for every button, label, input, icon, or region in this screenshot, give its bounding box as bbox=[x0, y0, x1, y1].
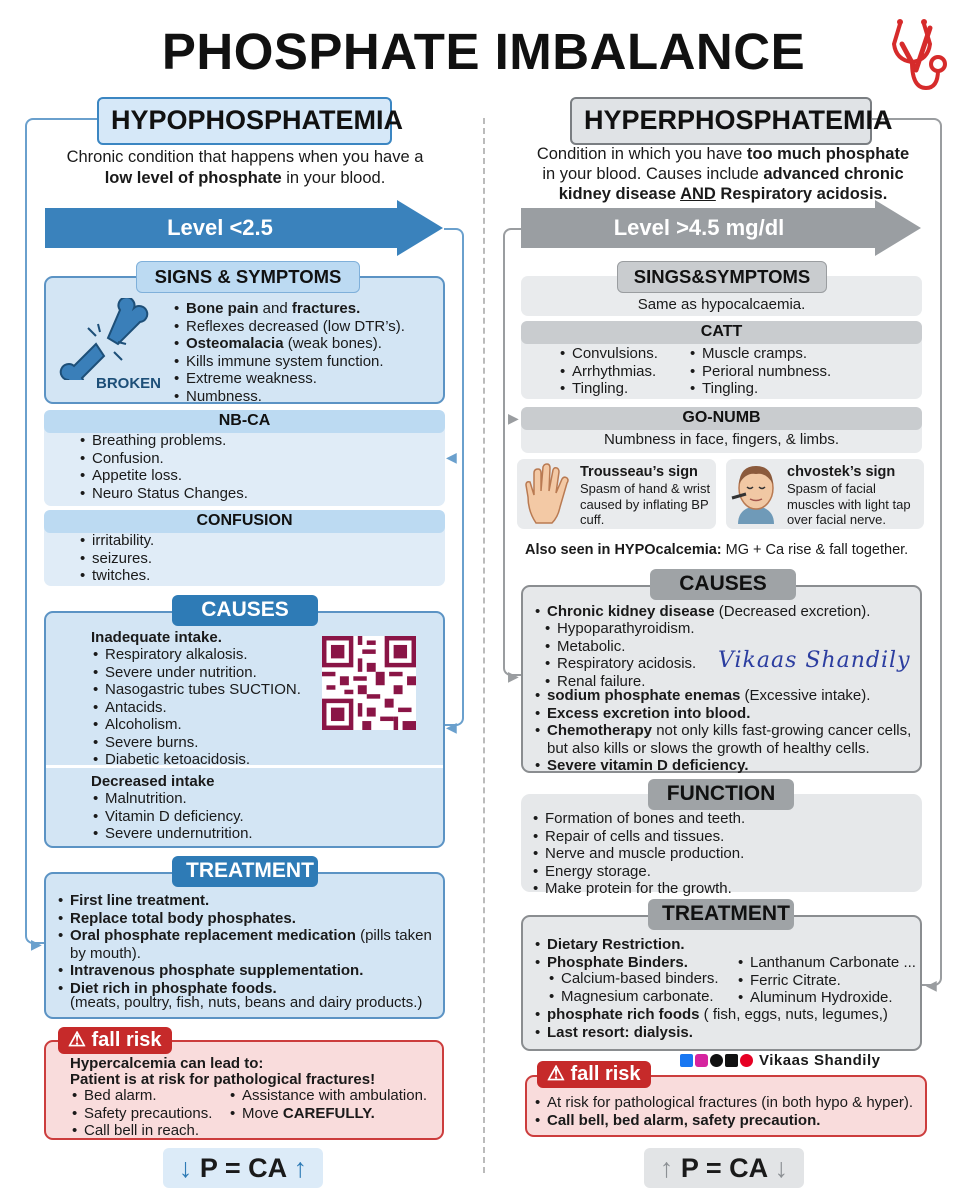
list-item: • Antacids. bbox=[91, 699, 301, 717]
nbca-title: NB-CA bbox=[44, 410, 445, 433]
list-item: • Call bell, bed alarm, safety precaution. bbox=[533, 1112, 913, 1130]
list-item: • Nerve and muscle production. bbox=[531, 845, 745, 863]
hand-icon bbox=[522, 463, 574, 525]
list-item: • phosphate rich foods ( fish, eggs, nuts, legumes,) bbox=[533, 1006, 888, 1024]
column-divider bbox=[483, 118, 485, 1173]
left-fall-2: Patient is at risk for pathological fractures! bbox=[70, 1071, 376, 1088]
list-item: • Excess excretion into blood. bbox=[533, 705, 921, 723]
list-item: • seizures. bbox=[78, 550, 154, 568]
list-item: • Respiratory alkalosis. bbox=[91, 646, 301, 664]
list-item: • sodium phosphate enemas (Excessive intake). bbox=[533, 687, 921, 705]
list-item: • Lanthanum Carbonate ... bbox=[736, 954, 916, 972]
list-item: • Confusion. bbox=[78, 450, 248, 468]
arrow-right-icon: ▶ bbox=[31, 936, 42, 952]
list-item: • Severe vitamin D deficiency. bbox=[533, 757, 921, 775]
stethoscope-logo-icon bbox=[886, 14, 950, 98]
right-treatment-title: TREATMENT bbox=[648, 899, 794, 930]
hyperphosphatemia-header: HYPERPHOSPHATEMIA bbox=[570, 97, 872, 145]
gonumb-text: Numbness in face, fingers, & limbs. bbox=[603, 431, 840, 448]
list-item: • Calcium-based binders. bbox=[547, 970, 719, 988]
broken-label: BROKEN bbox=[96, 375, 162, 392]
left-signs-title: SIGNS & SYMPTOMS bbox=[136, 261, 360, 293]
list-item: • Repair of cells and tissues. bbox=[531, 828, 745, 846]
trousseau-text: Spasm of hand & wrist caused by inflating BP cuff. bbox=[580, 481, 711, 528]
left-intro-text-end: in your blood. bbox=[281, 168, 386, 187]
function-list bbox=[531, 810, 745, 898]
level-label-left: Level <2.5 bbox=[167, 215, 273, 241]
list-item: • Diabetic ketoacidosis. bbox=[91, 751, 301, 769]
arrow-left-icon: ◀ bbox=[926, 977, 937, 993]
list-item: • Metabolic. bbox=[543, 638, 696, 656]
left-fall-col1 bbox=[70, 1087, 212, 1140]
list-item: • twitches. bbox=[78, 567, 154, 585]
level-label-right: Level >4.5 mg/dl bbox=[613, 215, 785, 241]
list-item: • Call bell in reach. bbox=[70, 1122, 212, 1140]
list-item: • Osteomalacia (weak bones). bbox=[172, 335, 442, 353]
left-intro-text: Chronic condition that happens when you have a bbox=[66, 148, 424, 166]
right-causes-list-2 bbox=[533, 687, 921, 775]
hypophosphatemia-header: HYPOPHOSPHATEMIA bbox=[97, 97, 392, 145]
pinterest-icon bbox=[740, 1054, 753, 1067]
list-item: • Kills immune system function. bbox=[172, 353, 442, 371]
list-item: • Intravenous phosphate supplementation. bbox=[56, 962, 438, 980]
list-item: • Oral phosphate replacement medication (pills taken by mouth). bbox=[56, 927, 438, 962]
trousseau-title: Trousseau’s sign bbox=[580, 464, 698, 480]
list-item: • Neuro Status Changes. bbox=[78, 485, 248, 503]
binders-col2 bbox=[736, 954, 916, 1007]
list-item: • Make protein for the growth. bbox=[531, 880, 745, 898]
left-fall-risk-tag: ⚠ fall risk bbox=[58, 1027, 172, 1054]
list-item: • Breathing problems. bbox=[78, 432, 248, 450]
left-fall-1: Hypercalcemia can lead to: bbox=[70, 1055, 264, 1072]
broken-bone-icon bbox=[58, 298, 158, 380]
x-icon bbox=[725, 1054, 738, 1067]
warning-icon: ⚠ bbox=[68, 1029, 86, 1051]
list-item: • Renal failure. bbox=[543, 673, 696, 691]
list-item: • Chemotherapy not only kills fast-growing cancer cells, but also kills or slows the growth of healthy cells. bbox=[533, 722, 921, 757]
list-item: • Nasogastric tubes SUCTION. bbox=[91, 681, 301, 699]
list-item: • Perioral numbness. bbox=[688, 363, 831, 381]
list-item: • Vitamin D deficiency. bbox=[91, 808, 253, 826]
arrow-left-icon: ◀ bbox=[446, 719, 457, 735]
list-item: • Diet rich in phosphate foods. bbox=[56, 980, 438, 998]
threads-icon bbox=[710, 1054, 723, 1067]
right-signs-title: SINGS&SYMPTOMS bbox=[617, 261, 827, 293]
list-item: • Tingling. bbox=[558, 380, 658, 398]
warning-icon: ⚠ bbox=[547, 1063, 565, 1085]
list-item: • Extreme weakness. bbox=[172, 370, 442, 388]
left-signs-list bbox=[172, 300, 442, 405]
right-signs-text: Same as hypocalcaemia. bbox=[637, 296, 806, 313]
list-item: • Alcoholism. bbox=[91, 716, 301, 734]
right-treatment-list-2 bbox=[533, 1006, 888, 1041]
list-item: • Magnesium carbonate. bbox=[547, 988, 719, 1006]
catt-title: CATT bbox=[521, 321, 922, 344]
confusion-list bbox=[78, 532, 154, 585]
instagram-icon bbox=[695, 1054, 708, 1067]
list-item: • Formation of bones and teeth. bbox=[531, 810, 745, 828]
page-title: PHOSPHATE IMBALANCE bbox=[161, 23, 806, 80]
binders-col1 bbox=[547, 970, 719, 1005]
causes-divider bbox=[46, 765, 443, 768]
list-item: • Move CAREFULLY. bbox=[228, 1105, 427, 1123]
list-item: • Muscle cramps. bbox=[688, 345, 831, 363]
list-item: • Arrhythmias. bbox=[558, 363, 658, 381]
arrow-left-icon: ◀ bbox=[446, 449, 457, 465]
catt-col2 bbox=[688, 345, 831, 398]
face-icon bbox=[730, 462, 782, 526]
list-item: • Appetite loss. bbox=[78, 467, 248, 485]
left-intro-bold: low level of phosphate bbox=[104, 168, 282, 187]
list-item: • Replace total body phosphates. bbox=[56, 910, 438, 928]
list-item: • Numbness. bbox=[172, 388, 442, 406]
list-item: • Malnutrition. bbox=[91, 790, 253, 808]
list-item: • Assistance with ambulation. bbox=[228, 1087, 427, 1105]
left-fall-col2 bbox=[228, 1087, 427, 1122]
arrow-right-icon: ▶ bbox=[508, 410, 519, 426]
list-item: • Severe burns. bbox=[91, 734, 301, 752]
list-item: • First line treatment. bbox=[56, 892, 438, 910]
function-title: FUNCTION bbox=[648, 779, 794, 810]
chvostek-title: chvostek’s sign bbox=[787, 464, 896, 480]
qr-code bbox=[322, 636, 416, 730]
left-treatment-list bbox=[56, 892, 438, 997]
list-item: • Chronic kidney disease (Decreased excretion). bbox=[533, 603, 921, 621]
right-equation: ↑ P = CA ↓ bbox=[644, 1148, 804, 1188]
left-inner-connector bbox=[444, 228, 464, 726]
nbca-list bbox=[78, 432, 248, 502]
inadequate-title: Inadequate intake. bbox=[91, 629, 222, 646]
gonumb-title: GO-NUMB bbox=[521, 407, 922, 430]
list-item: • Aluminum Hydroxide. bbox=[736, 989, 916, 1007]
right-causes-list bbox=[533, 603, 921, 621]
list-item: • Energy storage. bbox=[531, 863, 745, 881]
decreased-list bbox=[91, 790, 253, 843]
social-handle: Vikaas Shandily bbox=[680, 1052, 880, 1070]
catt-col1 bbox=[558, 345, 658, 398]
right-inner-connector bbox=[503, 228, 521, 676]
list-item: • Ferric Citrate. bbox=[736, 972, 916, 990]
list-item: • Bone pain and fractures. bbox=[172, 300, 442, 318]
inadequate-list bbox=[91, 646, 301, 769]
right-fall-risk-tag: ⚠ fall risk bbox=[537, 1061, 651, 1088]
list-item: • Respiratory acidosis. bbox=[543, 655, 696, 673]
also-seen: Also seen in HYPOcalcemia: MG + Ca rise & fall together. bbox=[525, 542, 909, 558]
signature: Vikaas Shandily bbox=[718, 648, 911, 673]
list-item: • Convulsions. bbox=[558, 345, 658, 363]
left-treatment-note: (meats, poultry, fish, nuts, beans and dairy products.) bbox=[70, 994, 423, 1011]
list-item: • Last resort: dialysis. bbox=[533, 1024, 888, 1042]
right-causes-title: CAUSES bbox=[650, 569, 796, 600]
list-item: • Hypoparathyroidism. bbox=[543, 620, 696, 638]
left-causes-title: CAUSES bbox=[172, 595, 318, 626]
ckd-sublist bbox=[543, 620, 696, 690]
list-item: • Phosphate Binders. bbox=[533, 954, 688, 972]
left-treatment-title: TREATMENT bbox=[172, 856, 318, 887]
confusion-title: CONFUSION bbox=[44, 510, 445, 533]
facebook-icon bbox=[680, 1054, 693, 1067]
right-treatment-list bbox=[533, 936, 688, 971]
list-item: • Severe under nutrition. bbox=[91, 664, 301, 682]
left-intro bbox=[40, 147, 450, 188]
list-item: • Reflexes decreased (low DTR’s). bbox=[172, 318, 442, 336]
list-item: • Severe undernutrition. bbox=[91, 825, 253, 843]
list-item: • Tingling. bbox=[688, 380, 831, 398]
right-fall-list bbox=[533, 1094, 913, 1129]
list-item: • Dietary Restriction. bbox=[533, 936, 688, 954]
decreased-title: Decreased intake bbox=[91, 773, 215, 790]
list-item: • irritability. bbox=[78, 532, 154, 550]
chvostek-text: Spasm of facial muscles with light tap over facial nerve. bbox=[787, 481, 911, 528]
right-intro: Condition in which you have too much phosphate in your blood. Causes include advanced chronic kidney disease AND Respiratory acidosis. bbox=[536, 145, 910, 203]
list-item: • At risk for pathological fractures (in both hypo & hyper). bbox=[533, 1094, 913, 1112]
list-item: • Bed alarm. bbox=[70, 1087, 212, 1105]
arrow-right-icon: ▶ bbox=[508, 668, 519, 684]
list-item: • Safety precautions. bbox=[70, 1105, 212, 1123]
left-equation: ↓ P = CA ↑ bbox=[163, 1148, 323, 1188]
